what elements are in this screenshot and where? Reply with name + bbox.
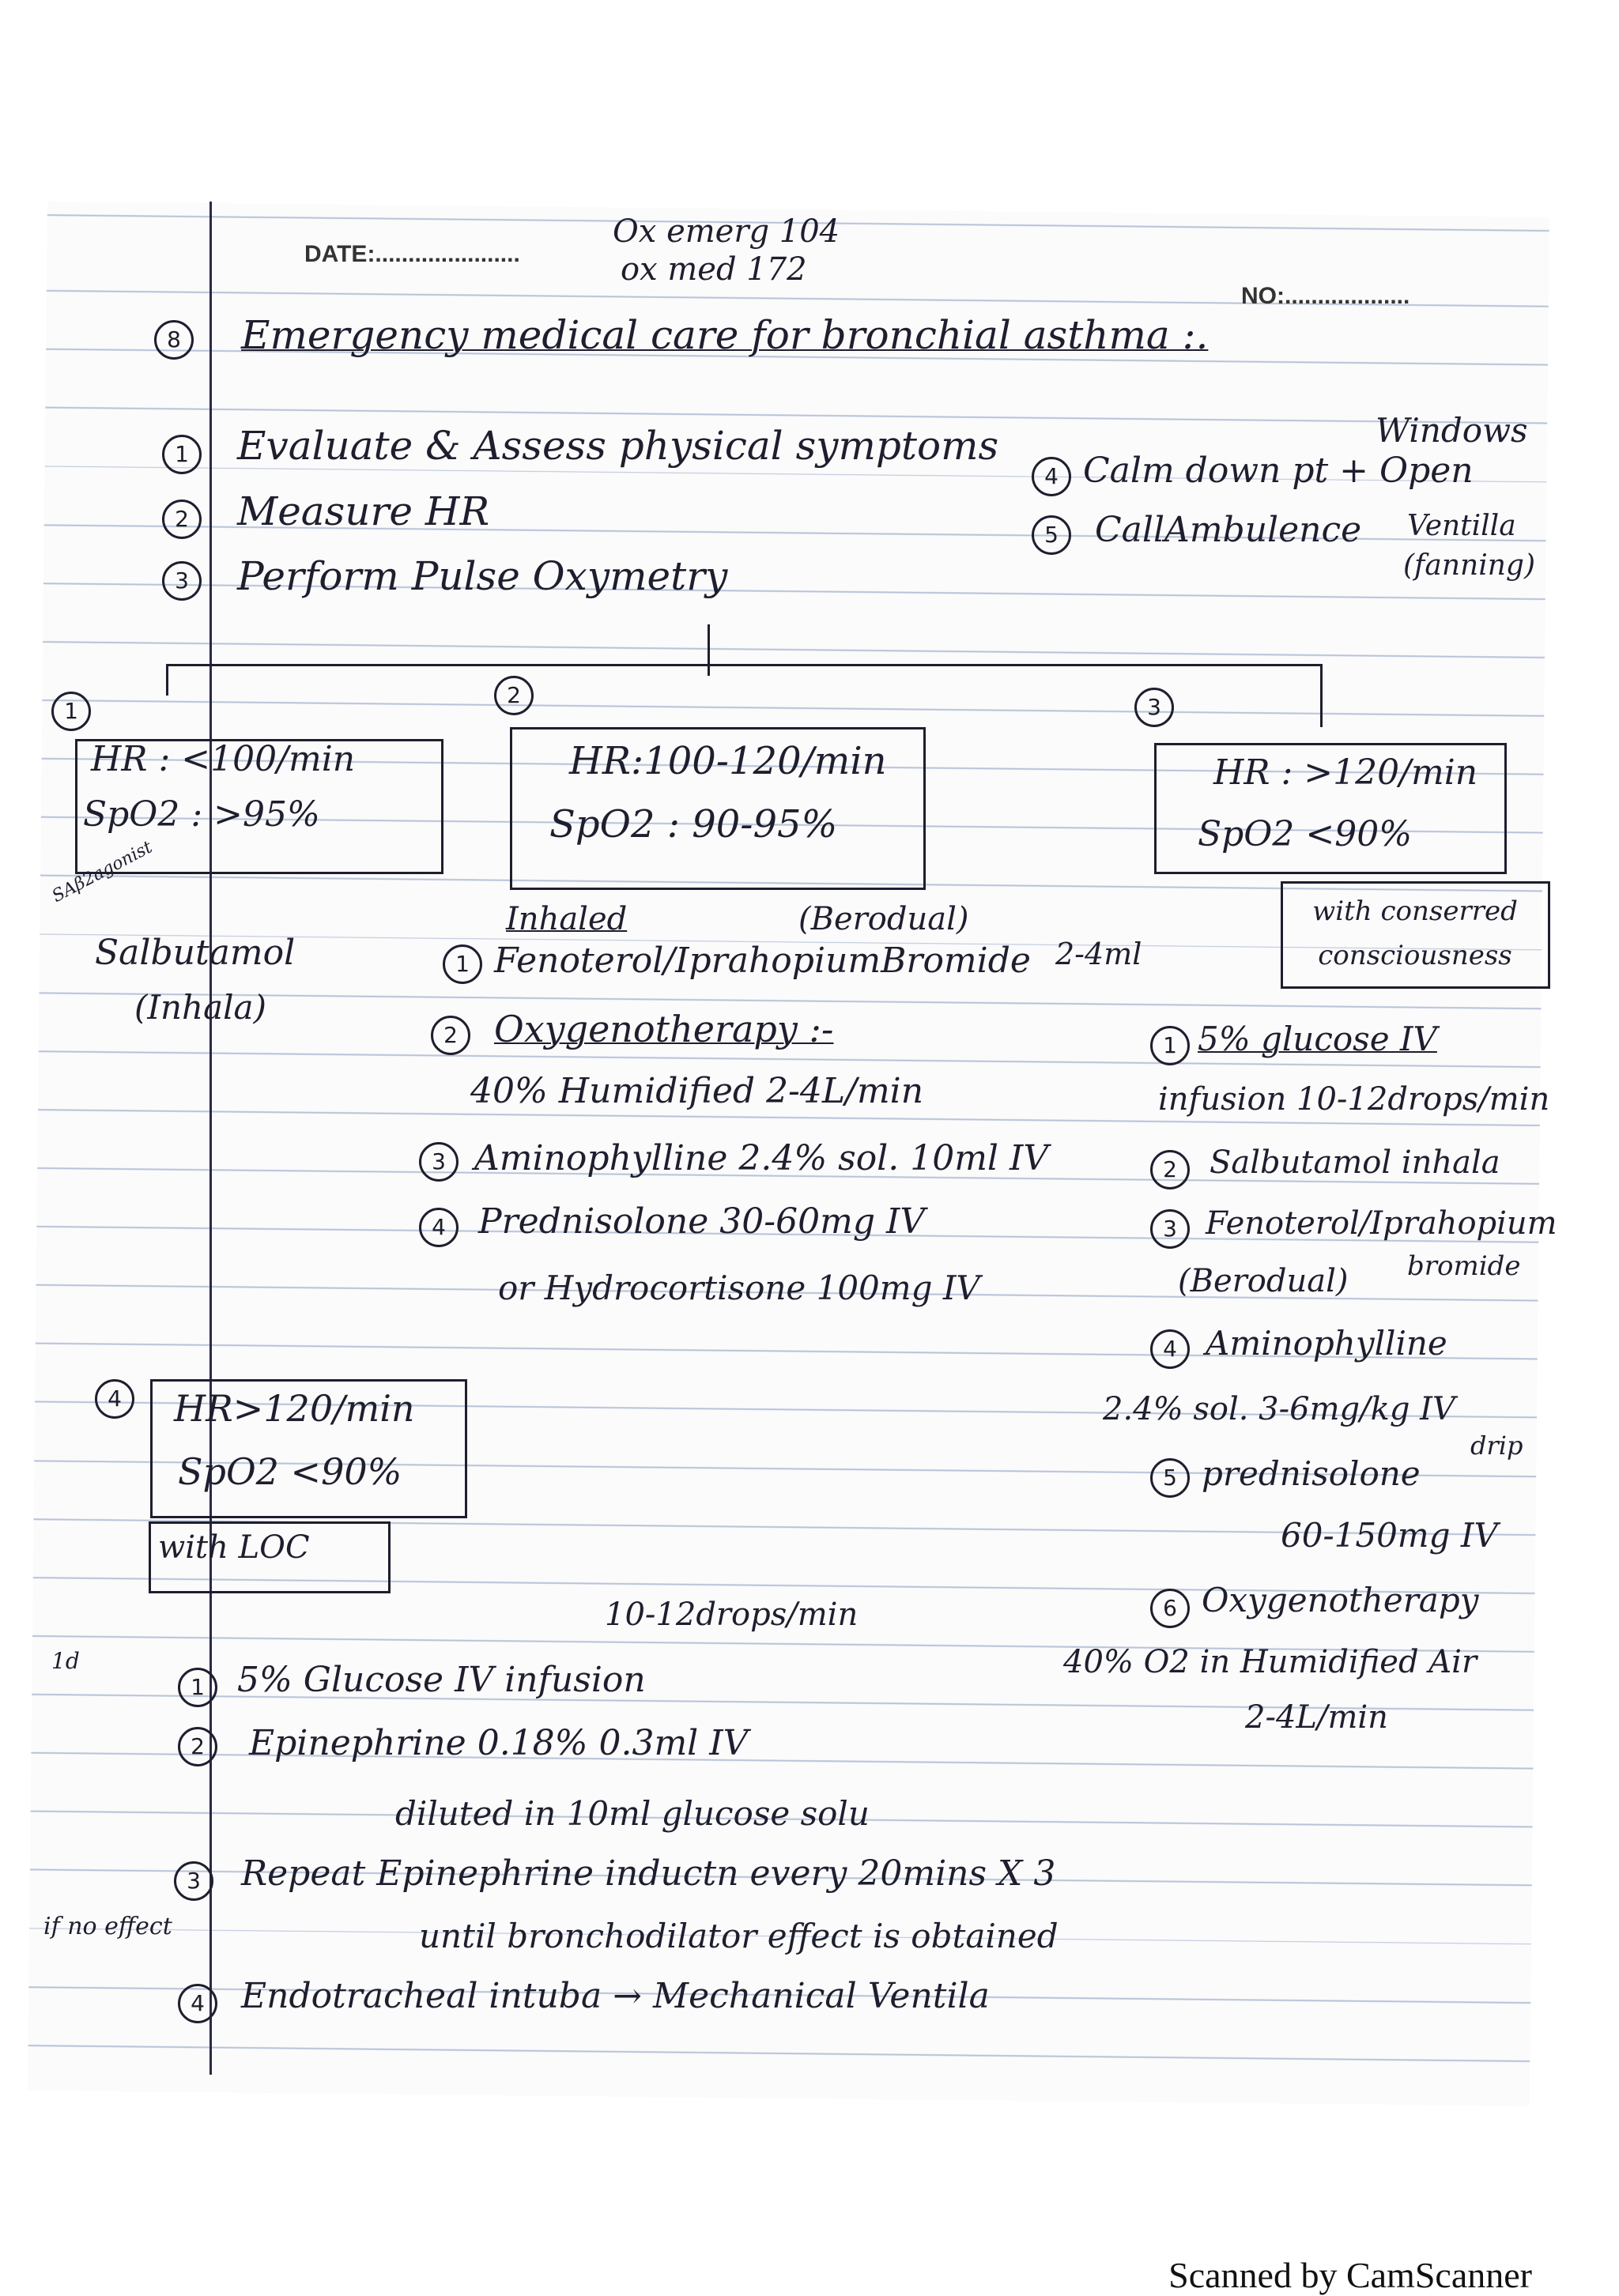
branch-3-item-6-detail: 40% O2 in Humidified Air xyxy=(1063,1644,1477,1680)
tree-drop-1 xyxy=(166,664,168,696)
branch-4-item-2: Epinephrine 0.18% 0.3ml IV xyxy=(249,1723,749,1763)
branch-3-item-6-flow: 2-4L/min xyxy=(1245,1699,1388,1736)
branch-4-item-4: Endotracheal intuba → Mechanical Ventila xyxy=(241,1976,990,2016)
ventilla-note: Ventilla xyxy=(1407,510,1516,542)
reference-line-2: ox med 172 xyxy=(621,251,807,288)
branch-2-number: 2 xyxy=(494,676,534,715)
branch-3-item-5: prednisolone xyxy=(1202,1454,1421,1493)
step-2-number: 2 xyxy=(162,500,202,539)
number-label: NO:................... xyxy=(1241,283,1410,309)
branch-3-item-1: 5% glucose IV xyxy=(1198,1020,1437,1058)
branch-4-loc: with LOC xyxy=(158,1529,310,1566)
branch-2-item-4: Prednisolone 30-60mg IV xyxy=(478,1201,926,1242)
branch-3-item-1-number: 1 xyxy=(1150,1026,1190,1065)
branch-1-spo2: SpO2 : >95% xyxy=(83,794,320,835)
branch-3-item-3-number: 3 xyxy=(1150,1209,1190,1249)
tree-drop-3 xyxy=(1320,664,1323,727)
branch-3-item-4-detail: 2.4% sol. 3-6mg/kg IV xyxy=(1103,1391,1455,1427)
branch-4-item-3-number: 3 xyxy=(174,1861,213,1901)
branch-2-item-2-detail: 40% Humidified 2-4L/min xyxy=(470,1071,924,1111)
scanner-watermark: Scanned by CamScanner xyxy=(1168,2255,1532,2295)
branch-3-item-5-number: 5 xyxy=(1150,1458,1190,1498)
branch-4-spo2: SpO2 <90% xyxy=(178,1450,402,1493)
branch-3-item-1-detail: infusion 10-12drops/min xyxy=(1158,1081,1550,1118)
step-3-text: Perform Pulse Oxymetry xyxy=(237,553,728,599)
branch-3-item-4-number: 4 xyxy=(1150,1329,1190,1369)
tree-trunk xyxy=(708,624,710,676)
branch-1-number: 1 xyxy=(51,692,91,731)
step-5-text: CallAmbulence xyxy=(1095,510,1362,550)
branch-2-item-4-number: 4 xyxy=(419,1208,459,1247)
step-1-number: 1 xyxy=(162,435,202,474)
branch-4-hr: HR>120/min xyxy=(174,1387,415,1430)
branch-1-route: (Inhala) xyxy=(134,988,266,1027)
branch-4-item-3-detail: until bronchodilator effect is obtained xyxy=(419,1917,1059,1955)
branch-3-item-3: Fenoterol/Iprahopium xyxy=(1206,1205,1557,1242)
branch-3-item-3-bromide: bromide xyxy=(1407,1250,1521,1282)
branch-2-item-4-alt: or Hydrocortisone 100mg IV xyxy=(498,1269,980,1307)
if-no-effect-note: if no effect xyxy=(43,1913,172,1940)
berodual-label: (Berodual) xyxy=(798,901,969,937)
agonist-note: SAβ2agonist xyxy=(49,837,156,907)
branch-4-item-1: 5% Glucose IV infusion xyxy=(237,1660,646,1700)
branch-2-item-1-dose: 2-4ml xyxy=(1055,937,1142,971)
branch-4-item-1-number: 1 xyxy=(178,1668,217,1707)
branch-2-item-2: Oxygenotherapy :- xyxy=(494,1008,834,1050)
branch-3-item-2: Salbutamol inhala xyxy=(1210,1144,1500,1181)
title-number: 8 xyxy=(154,320,194,360)
branch-2-item-3: Aminophylline 2.4% sol. 10ml IV xyxy=(474,1138,1049,1178)
branch-3-item-6: Oxygenotherapy xyxy=(1202,1581,1479,1619)
branch-4-item-4-number: 4 xyxy=(178,1984,217,2023)
reference-line-1: Ox emerg 104 xyxy=(613,213,840,250)
branch-3-hr: HR : >120/min xyxy=(1213,752,1478,793)
branch-4-item-2-number: 2 xyxy=(178,1727,217,1766)
step-5-number: 5 xyxy=(1032,515,1071,555)
branch-3-item-4-drip: drip xyxy=(1470,1431,1523,1461)
step-3-number: 3 xyxy=(162,561,202,601)
branch-2-spo2: SpO2 : 90-95% xyxy=(549,802,838,846)
margin-mark: 1d xyxy=(51,1648,80,1674)
branch-3-number: 3 xyxy=(1134,688,1174,727)
branch-2-item-1-number: 1 xyxy=(443,944,482,984)
branch-2-hr: HR:100-120/min xyxy=(569,739,887,783)
step-4-number: 4 xyxy=(1032,457,1071,496)
fanning-note: (fanning) xyxy=(1403,549,1535,582)
branch-4-drops-note: 10-12drops/min xyxy=(605,1597,859,1633)
conscious-note: with conserred consciousness xyxy=(1312,895,1518,971)
inhaled-label: Inhaled xyxy=(506,901,628,937)
branch-3-item-5-dose: 60-150mg IV xyxy=(1281,1516,1498,1555)
branch-3-item-6-number: 6 xyxy=(1150,1589,1190,1628)
tree-branch-line xyxy=(166,664,1320,666)
branch-3-spo2: SpO2 <90% xyxy=(1198,814,1413,854)
windows-note: Windows xyxy=(1376,411,1528,450)
branch-4-item-3: Repeat Epinephrine inductn every 20mins X 3 xyxy=(241,1853,1056,1894)
step-1-text: Evaluate & Assess physical symptoms xyxy=(237,423,999,469)
branch-4-number: 4 xyxy=(95,1379,134,1419)
branch-2-item-1: Fenoterol/IprahopiumBromide xyxy=(494,941,1031,981)
branch-1-drug: Salbutamol xyxy=(95,933,296,973)
branch-2-item-3-number: 3 xyxy=(419,1142,459,1182)
branch-3-item-2-number: 2 xyxy=(1150,1150,1190,1189)
page-title: Emergency medical care for bronchial asthma :. xyxy=(241,312,1209,358)
branch-4-item-2-detail: diluted in 10ml glucose solu xyxy=(395,1794,870,1833)
margin-line xyxy=(209,202,212,2075)
step-4-text: Calm down pt + Open xyxy=(1083,451,1474,491)
branch-3-item-4: Aminophylline xyxy=(1206,1324,1447,1363)
branch-1-hr: HR : <100/min xyxy=(91,739,356,779)
date-label: DATE:...................... xyxy=(304,241,520,267)
step-2-text: Measure HR xyxy=(237,488,490,534)
branch-2-item-2-number: 2 xyxy=(431,1016,470,1055)
branch-3-item-3-alt: (Berodual) xyxy=(1178,1263,1349,1299)
